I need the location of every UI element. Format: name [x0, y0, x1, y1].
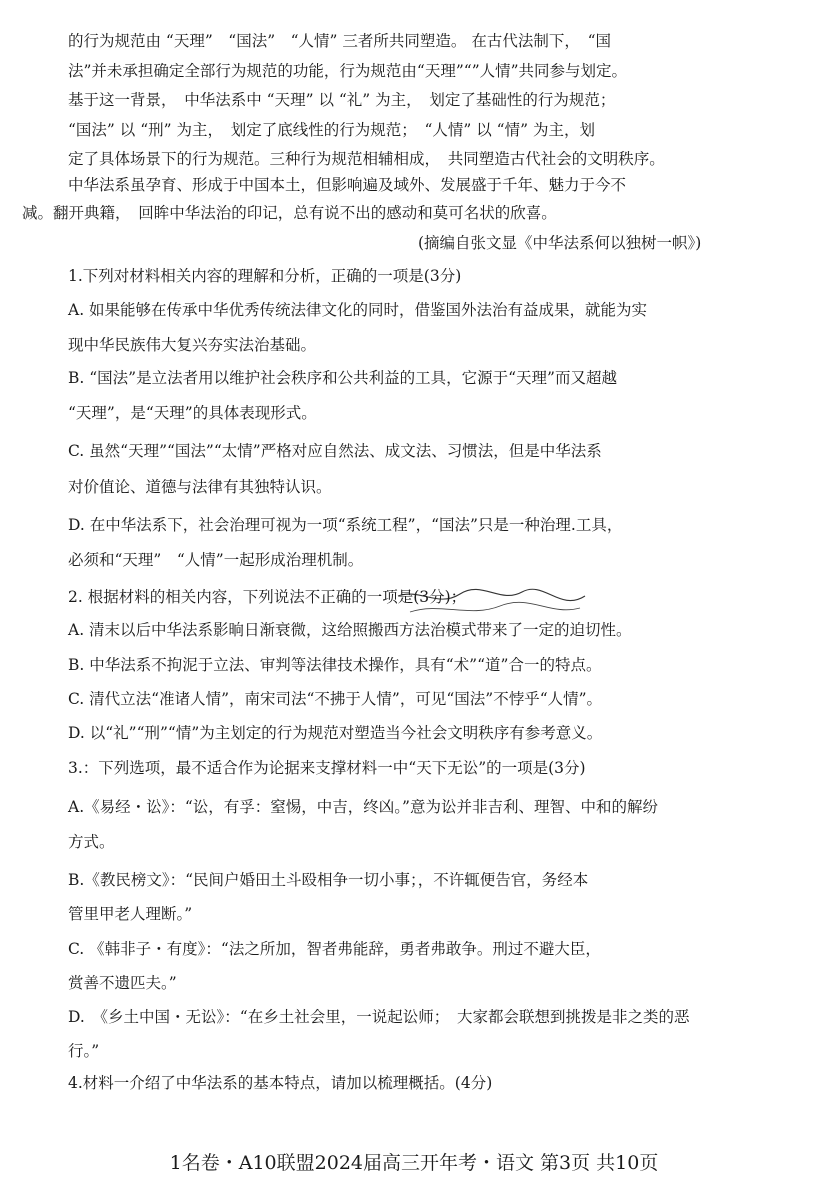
q1-option-d: D. 在中华法系下，社会治理可视为一项“系统工程”，“国法”只是一种治理.工具， — [68, 516, 623, 534]
q3-option-a-cont: 方式。 — [68, 833, 115, 851]
q1-option-d-cont: 必须和“天理” “人情”一起形成治理机制。 — [68, 551, 364, 569]
q2-option-a: A. 清末以后中华法系影晌日渐衰微，这给照搬西方法治模式带来了一定的迫切性。 — [68, 621, 632, 639]
q2-option-c: C. 清代立法“准诸人情”，南宋司法“不拂于人情”，可见“国法”不悖乎“人情”。 — [68, 690, 603, 708]
passage-line-6: 中华法系虽孕育、形成于中国本土，但影响遍及域外、发展盛于千年、魅力于今不 — [68, 176, 627, 194]
q2-option-b: B. 中华法系不拘泥于立法、审判等法律技术操作，具有“术”“道”合一的特点。 — [68, 656, 602, 674]
q3-option-c: C. 《韩非子・有度》：“法之所加，智者弗能辞，勇者弗敢争。刑过不避大臣， — [68, 940, 601, 958]
passage-line-7: 减。翻开典籍， 回眸中华法治的印记，总有说不出的感动和莫可名状的欣喜。 — [22, 204, 557, 222]
q1-option-a-cont: 现中华民族伟大复兴夯实法治基础。 — [68, 336, 317, 354]
q1-option-a: A. 如果能够在传承中华优秀传统法律文化的同时，借鉴国外法治有益成果，就能为实 — [68, 301, 648, 319]
q3-option-b: B.《教民榜文》：“民间户婚田土斗殴相争一切小事；，不许辄便告官，务经本 — [68, 871, 589, 889]
passage-line-5: 定了具体场景下的行为规范。三种行为规范相辅相成， 共同塑造古代社会的文明秩序。 — [68, 150, 665, 168]
q1-option-b-cont: “天理”，是“天理”的具体表现形式。 — [68, 404, 317, 422]
q3-option-a: A.《易经・讼》：“讼，有孚：窒惕，中吉，终凶。”意为讼并非吉利、理智、中和的解纷 — [68, 798, 658, 816]
q3-option-c-cont: 赏善不遗匹夫。” — [68, 974, 177, 992]
q4-stem: 4.材料一介绍了中华法系的基本特点，请加以梳理概括。(4分) — [68, 1074, 493, 1092]
passage-line-1: 的行为规范由 “天理” “国法” “人情” 三者所共同塑造。 在古代法制下， “国 — [68, 32, 612, 50]
q3-stem: 3.：下列选项，最不适合作为论据来支撑材料一中“天下无讼”的一项是(3分) — [68, 759, 586, 777]
passage-line-2: 法”并未承担确定全部行为规范的功能，行为规范由“天理”“”人情”共同参与划定。 — [68, 62, 628, 80]
q3-option-b-cont: 管里甲老人理断。” — [68, 905, 193, 923]
q3-option-d: D. 《乡土中国・无讼》：“在乡土社会里，一说起讼师； 大家都会联想到挑拨是非之类的恶 — [68, 1008, 690, 1026]
q3-option-d-cont: 行。” — [68, 1042, 100, 1060]
page-footer: 1名卷・A10联盟2024届高三开年考・语文 第3页 共10页 — [169, 1152, 659, 1174]
passage-line-3: 基于这一背景， 中华法系中 “天理” 以 “礼” 为主， 划定了基础性的行为规范； — [68, 91, 616, 109]
passage-line-4: “国法” 以 “刑” 为主， 划定了底线性的行为规范； “人情” 以 “情” 为主，划 — [68, 121, 595, 139]
q1-option-c: C. 虽然“天理”“国法”“太情”严格对应自然法、成文法、习惯法，但是中华法系 — [68, 442, 602, 460]
q1-option-b: B. “国法”是立法者用以维护社会秩序和公共利益的工具，它源于“天理”而又超越 — [68, 369, 617, 387]
source-citation: (摘编自张文显《中华法系何以独树一帜》) — [418, 234, 702, 252]
q2-stem: 2. 根据材料的相关内容，下列说法不正确的一项是(3分)； — [68, 588, 467, 606]
q1-stem: 1.下列对材料相关内容的理解和分析，正确的一项是(3分) — [68, 267, 462, 285]
q1-option-c-cont: 对价值论、道德与法律有其独特认识。 — [68, 478, 332, 496]
q2-option-d: D. 以“礼”“刑”“情”为主划定的行为规范对塑造当今社会文明秩序有参考意义。 — [68, 724, 603, 742]
